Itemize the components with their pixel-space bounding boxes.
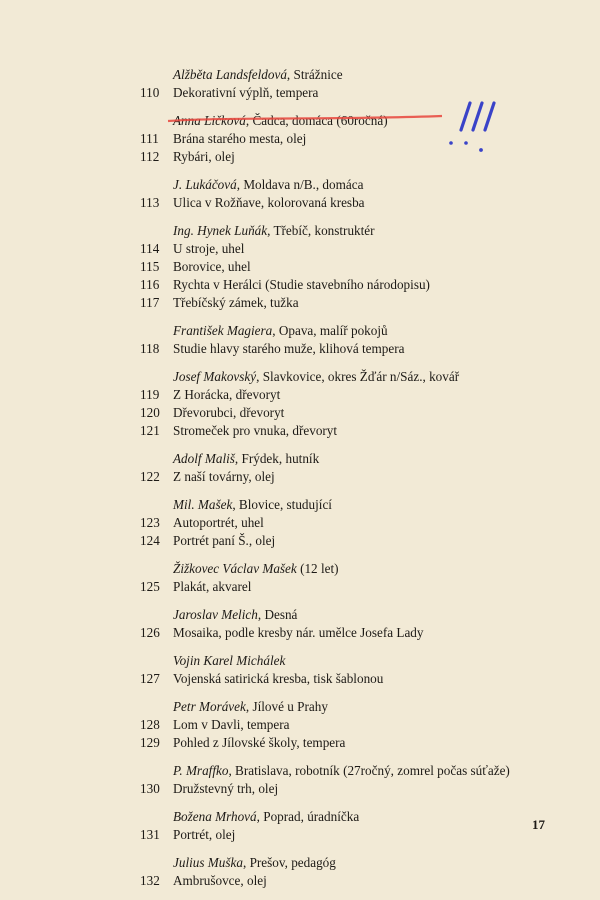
artist-info: , Opava, malíř pokojů — [272, 323, 388, 338]
page-number: 17 — [532, 817, 545, 832]
work-title: Lom v Davli, tempera — [173, 717, 290, 732]
artist-info: , Desná — [257, 607, 298, 622]
artist-name: Božena Mrhová — [173, 809, 257, 824]
work-title: Pohled z Jílovské školy, tempera — [173, 735, 346, 750]
work-title: Vojenská satirická kresba, tisk šablonou — [173, 671, 384, 686]
artist-info: , Strážnice — [286, 67, 343, 82]
artist-name: Jaroslav Melich — [173, 607, 258, 622]
work-title: Ambrušovce, olej — [173, 873, 267, 888]
artist-info: , Prešov, pedagóg — [242, 855, 336, 870]
work-number: 131 — [140, 827, 160, 842]
artist-name: Ing. Hynek Luňák — [173, 223, 268, 238]
work-number: 114 — [140, 241, 160, 256]
artist-name: Petr Morávek — [173, 699, 246, 714]
work-title: Z naší továrny, olej — [173, 469, 275, 484]
work-number: 116 — [140, 277, 160, 292]
artist-name: Mil. Mašek — [173, 497, 233, 512]
work-number: 110 — [140, 85, 160, 100]
artist-name: Adolf Mališ — [173, 451, 235, 466]
work-number: 125 — [140, 579, 160, 594]
artist-name: František Magiera — [173, 323, 273, 338]
artist-info: , Poprad, úradníčka — [256, 809, 360, 824]
work-title: Ulica v Rožňave, kolorovaná kresba — [173, 195, 365, 210]
artist-name: Julius Muška — [173, 855, 243, 870]
work-title: Rychta v Herálci (Studie stavebního národopisu) — [173, 277, 430, 292]
work-number: 129 — [140, 735, 160, 750]
work-number: 132 — [140, 873, 160, 888]
artist-name: Žižkovec Václav Mašek — [173, 561, 297, 576]
work-number: 128 — [140, 717, 160, 732]
artist-info: , Jílové u Prahy — [245, 699, 328, 714]
ink-dots — [449, 141, 483, 152]
artist-info: , Třebíč, konstruktér — [267, 223, 375, 238]
work-title: Stromeček pro vnuka, dřevoryt — [173, 423, 338, 438]
artist-info: , Moldava n/B., domáca — [236, 177, 364, 192]
artist-info: (12 let) — [296, 561, 339, 576]
work-number: 130 — [140, 781, 160, 796]
artist-info: , Blovice, studující — [232, 497, 332, 512]
work-title: Třebíčský zámek, tužka — [173, 295, 299, 310]
work-number: 120 — [140, 405, 160, 420]
work-number: 121 — [140, 423, 160, 438]
work-title: Z Horácka, dřevoryt — [173, 387, 281, 402]
tally-marks — [461, 103, 494, 130]
work-number: 127 — [140, 671, 160, 686]
work-title: Autoportrét, uhel — [173, 515, 264, 530]
red-underline — [168, 116, 442, 121]
artist-name: J. Lukáčová — [173, 177, 237, 192]
work-number: 124 — [140, 533, 160, 548]
work-title: Brána starého mesta, olej — [173, 131, 307, 146]
artist-name: Josef Makovský — [173, 369, 257, 384]
work-title: Studie hlavy starého muže, klihová tempera — [173, 341, 405, 356]
work-title: Dřevorubci, dřevoryt — [173, 405, 285, 420]
work-title: Družstevný trh, olej — [173, 781, 279, 796]
work-number: 122 — [140, 469, 160, 484]
work-title: Mosaika, podle kresby nár. umělce Josefa Lady — [173, 625, 424, 640]
artist-info: , Frýdek, hutník — [234, 451, 320, 466]
work-number: 115 — [140, 259, 160, 274]
work-number: 113 — [140, 195, 160, 210]
work-number: 126 — [140, 625, 160, 640]
work-number: 119 — [140, 387, 160, 402]
artist-info: , Bratislava, robotník (27ročný, zomrel počas súťaže) — [228, 763, 510, 778]
work-title: U stroje, uhel — [173, 241, 245, 256]
artist-name: Anna Ličková — [173, 113, 246, 128]
artist-name: Alžběta Landsfeldová — [173, 67, 287, 82]
artist-info: , Čadca, domáca (60ročná) — [245, 113, 388, 128]
work-title: Portrét, olej — [173, 827, 236, 842]
artist-name: Vojin Karel Michálek — [173, 653, 286, 668]
artist-name: P. Mraffko — [173, 763, 229, 778]
work-number: 117 — [140, 295, 160, 310]
artist-info: , Slavkovice, okres Žďár n/Sáz., kovář — [256, 369, 460, 384]
work-title: Rybári, olej — [173, 149, 235, 164]
work-title: Portrét paní Š., olej — [173, 533, 276, 548]
work-number: 112 — [140, 149, 160, 164]
work-title: Plakát, akvarel — [173, 579, 252, 594]
work-number: 118 — [140, 341, 160, 356]
work-title: Dekorativní výplň, tempera — [173, 85, 319, 100]
work-title: Borovice, uhel — [173, 259, 251, 274]
work-number: 111 — [140, 131, 159, 146]
work-number: 123 — [140, 515, 160, 530]
